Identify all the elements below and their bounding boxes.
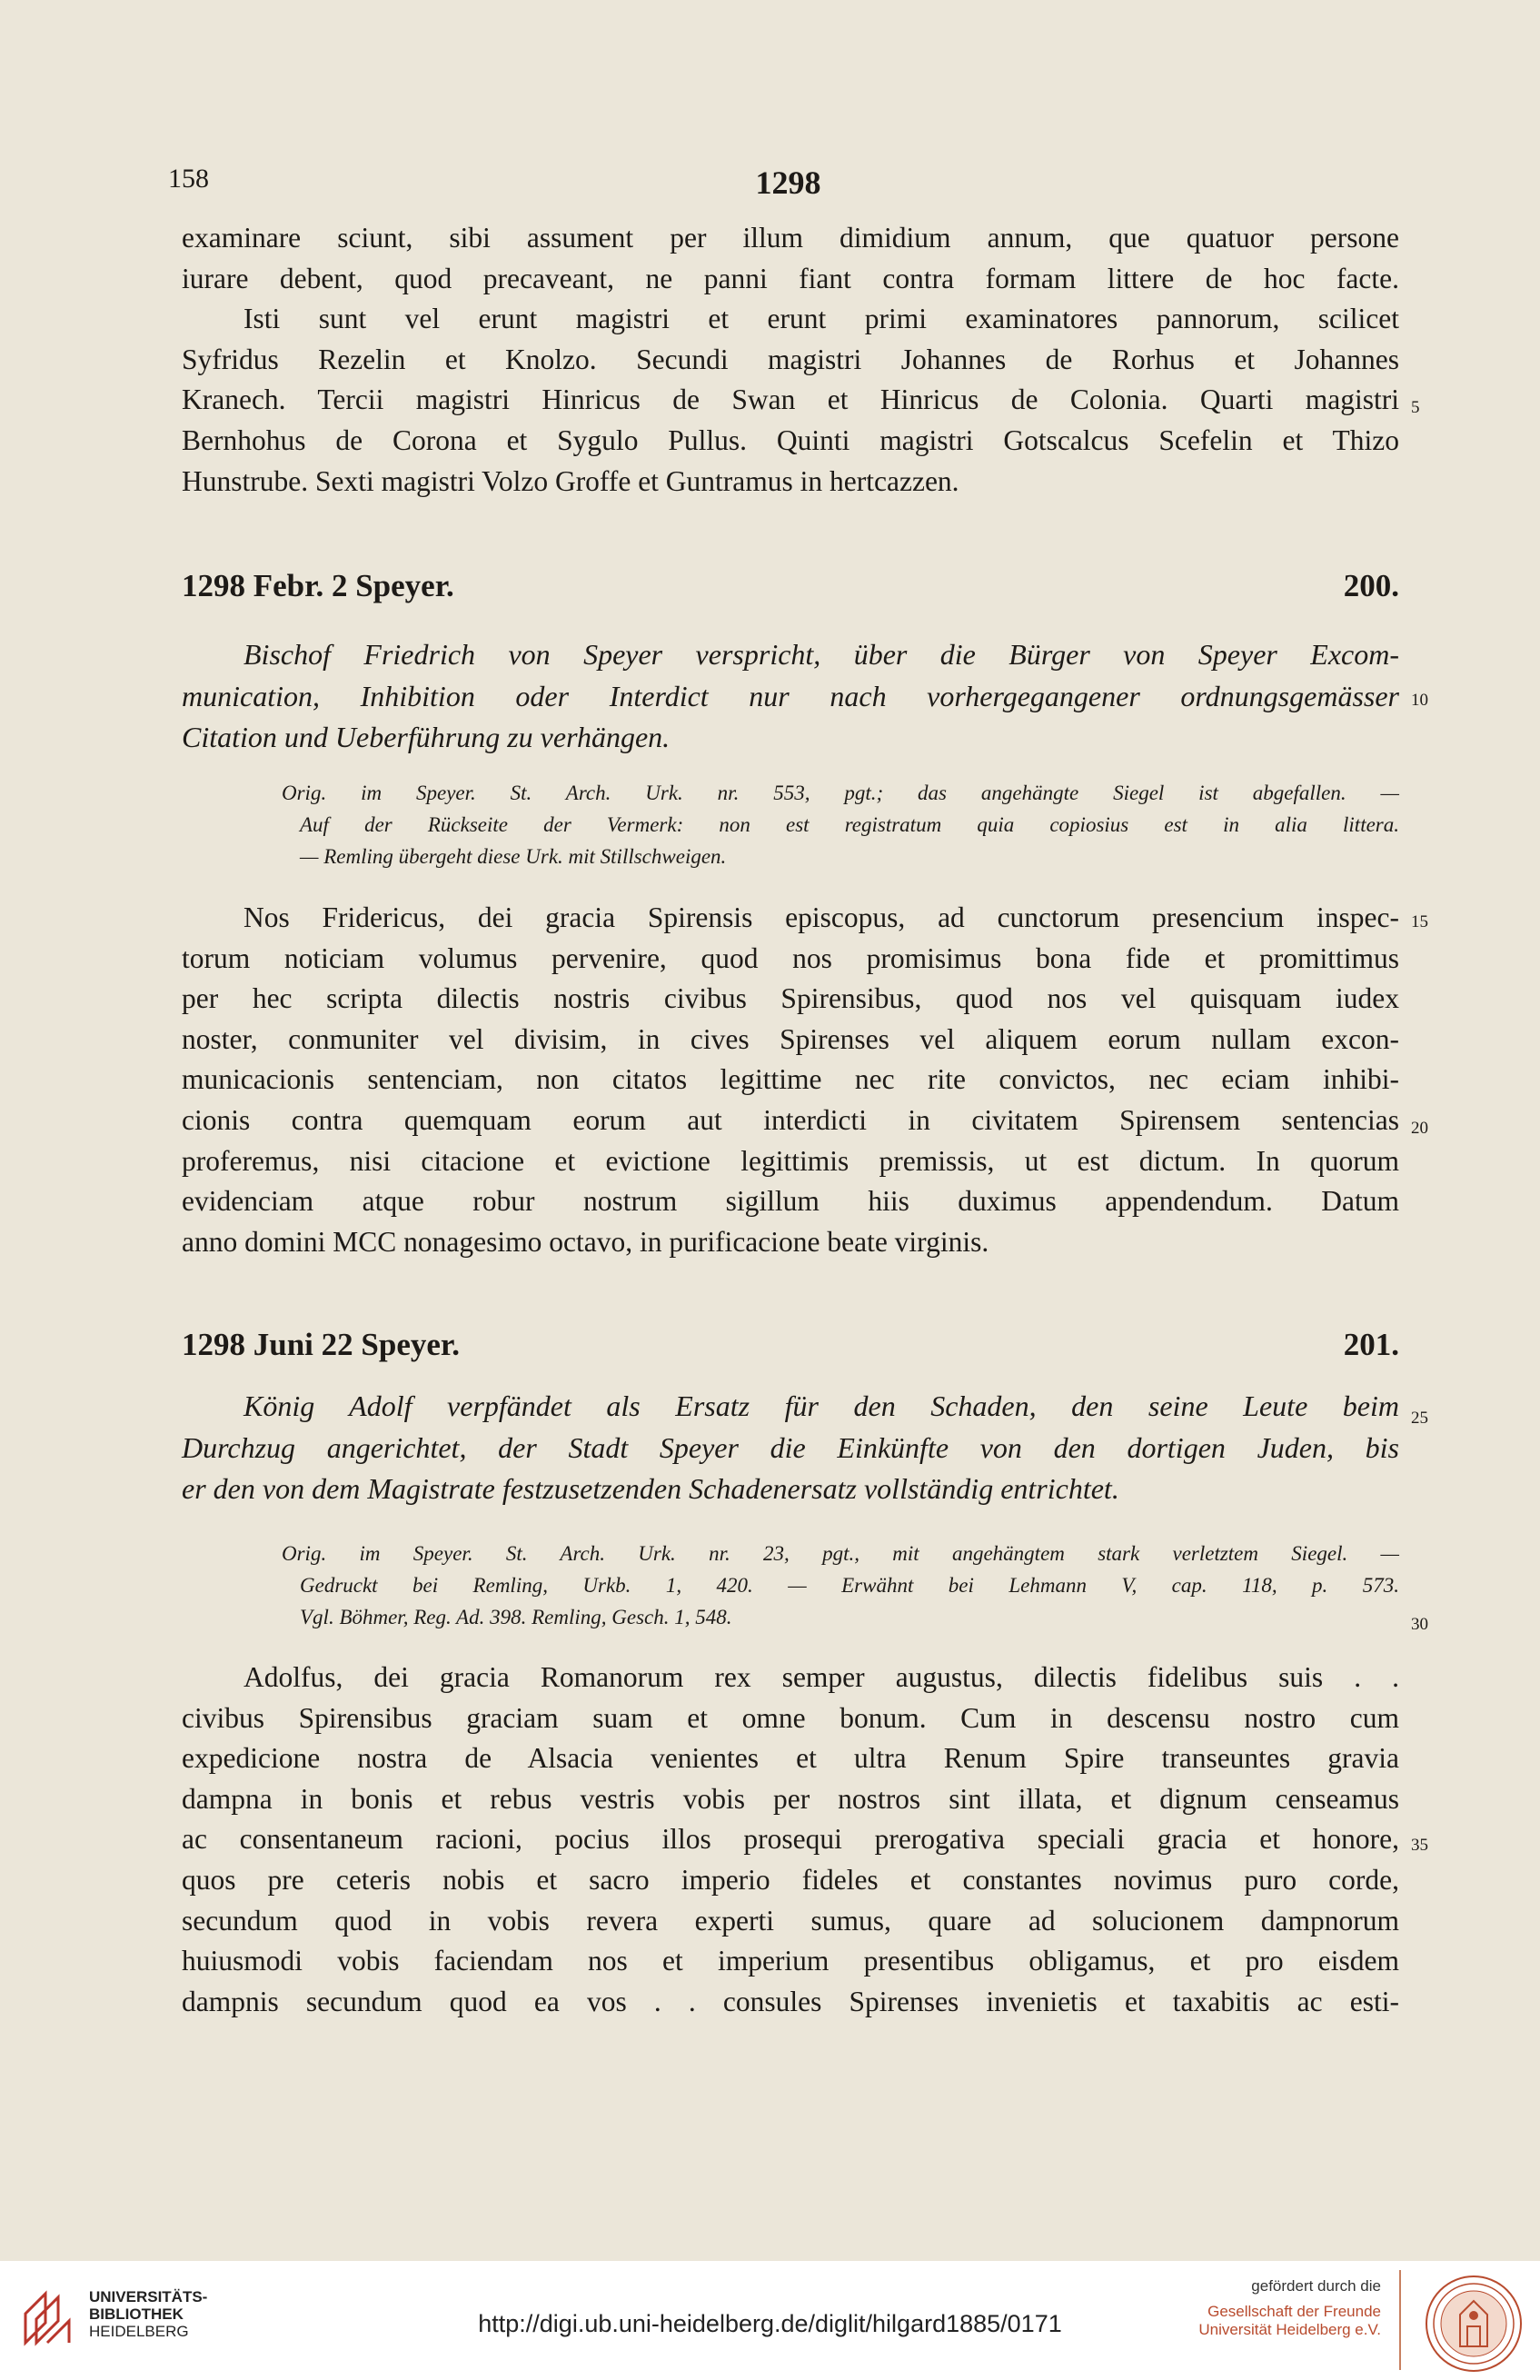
sponsor-name-line: Universität Heidelberg e.V. xyxy=(1198,2321,1381,2338)
text-line: dampnis secundum quod ea vos . . consules Spirenses invenietis et taxabitis ac esti- xyxy=(182,1985,1399,2017)
note-line: — Remling übergeht diese Urk. mit Stillschweigen. xyxy=(300,845,727,868)
margin-line-number: 5 xyxy=(1411,398,1420,417)
text-line: Bernhohus de Corona et Sygulo Pullus. Quinti magistri Gotscalcus Scefelin et Thizo xyxy=(182,423,1399,456)
margin-line-number: 25 xyxy=(1411,1409,1428,1428)
note-line: Orig. im Speyer. St. Arch. Urk. nr. 553, pgt.; das angehängte Siegel ist abgefallen. — xyxy=(282,782,1399,804)
text-line: cionis contra quemquam eorum aut interdicti in civitatem Spirensem sentencias xyxy=(182,1103,1399,1136)
entry-date-place: 1298 Juni 22 Speyer. xyxy=(182,1327,460,1362)
library-name-line: BIBLIOTHEK xyxy=(89,2305,184,2323)
summary-line: Bischof Friedrich von Speyer verspricht, über die Bürger von Speyer Excom- xyxy=(243,638,1399,671)
sponsor-name-line: Gesellschaft der Freunde xyxy=(1207,2303,1381,2320)
text-line: quos pre ceteris nobis et sacro imperio fideles et constantes novimus puro corde, xyxy=(182,1863,1399,1896)
summary-line: er den von dem Magistrate festzusetzenden Schadenersatz vollständig entrichtet. xyxy=(182,1472,1119,1505)
sponsor-divider xyxy=(1399,2270,1401,2370)
text-line: evidenciam atque robur nostrum sigillum hiis duximus appendendum. Datum xyxy=(182,1185,1399,1218)
text-line: Syfridus Rezelin et Knolzo. Secundi magistri Johannes de Rorhus et Johannes xyxy=(182,343,1399,375)
margin-line-number: 20 xyxy=(1411,1119,1428,1138)
entry-201-summary xyxy=(182,1386,1399,1510)
margin-line-number: 10 xyxy=(1411,691,1428,710)
entry-number: 201. xyxy=(1343,1327,1399,1362)
summary-line: Durchzug angerichtet, der Stadt Speyer die Einkünfte von den dortigen Juden, bis xyxy=(182,1430,1399,1464)
text-line: huiusmodi vobis faciendam nos et imperium presentibus obligamus, et pro eisdem xyxy=(182,1945,1399,1977)
text-line: secundum quod in vobis revera experti sumus, quare ad solucionem dampnorum xyxy=(182,1904,1399,1937)
text-line: noster, conmuniter vel divisim, in cives Spirenses vel aliquem eorum nullam excon- xyxy=(182,1022,1399,1055)
permalink-url[interactable]: http://digi.ub.uni-heidelberg.de/diglit/hilgard1885/0171 xyxy=(478,2310,1062,2337)
entry-200-notes xyxy=(282,777,1399,872)
text-line: civibus Spirensibus graciam suam et omne bonum. Cum in descensu nostro cum xyxy=(182,1701,1399,1734)
entry-date-place: 1298 Febr. 2 Speyer. xyxy=(182,568,454,603)
sponsor-credit xyxy=(1198,2277,1381,2339)
university-seal-icon xyxy=(1424,2274,1524,2374)
entry-number: 200. xyxy=(1343,568,1399,603)
library-name-line: HEIDELBERG xyxy=(89,2323,189,2340)
entry-201-heading xyxy=(182,1327,1399,1363)
text-line: ac consentaneum racioni, pocius illos prosequi prerogativa speciali gracia et honore, xyxy=(182,1823,1399,1856)
text-line: municacionis sentenciam, non citatos legittime nec rite convictos, nec eciam inhibi- xyxy=(182,1063,1399,1096)
footer-bar xyxy=(0,2261,1540,2380)
text-line: torum noticiam volumus pervenire, quod nos promisimus bona fide et promittimus xyxy=(182,941,1399,974)
text-line: Isti sunt vel erunt magistri et erunt primi examinatores pannorum, scilicet xyxy=(243,303,1399,335)
summary-line: munication, Inhibition oder Interdict nur nach vorhergegangener ordnungsgemässer xyxy=(182,679,1399,712)
margin-line-number: 15 xyxy=(1411,912,1428,931)
entry-201-notes xyxy=(282,1538,1399,1633)
library-name-line: UNIVERSITÄTS- xyxy=(89,2288,208,2305)
entry-201-text xyxy=(182,1658,1399,2022)
note-line: Orig. im Speyer. St. Arch. Urk. nr. 23, pgt., mit angehängtem stark verletztem Siegel. — xyxy=(282,1542,1399,1565)
summary-line: König Adolf verpfändet als Ersatz für den Schaden, den seine Leute beim xyxy=(243,1389,1399,1422)
entry-200-text xyxy=(182,898,1399,1262)
running-year: 1298 xyxy=(755,164,821,201)
entry-200-heading xyxy=(182,568,1399,604)
note-line: Gedruckt bei Remling, Urkb. 1, 420. — Erwähnt bei Lehmann V, cap. 118, p. 573. xyxy=(300,1574,1399,1597)
page-header xyxy=(168,164,1408,209)
text-line: iurare debent, quod precaveant, ne panni fiant contra formam littere de hoc facte. xyxy=(182,262,1399,294)
note-line: Auf der Rückseite der Vermerk: non est registratum quia copiosius est in alia littera. xyxy=(300,813,1399,836)
margin-line-number: 30 xyxy=(1411,1615,1428,1634)
summary-line: Citation und Ueberführung zu verhängen. xyxy=(182,721,671,753)
text-line: Kranech. Tercii magistri Hinricus de Swan et Hinricus de Colonia. Quarti magistri xyxy=(182,383,1399,416)
entry-200-summary xyxy=(182,634,1399,759)
sponsor-label: gefördert durch die xyxy=(1251,2277,1381,2295)
text-line: proferemus, nisi citacione et evictione legittimis premissis, ut est dictum. In quorum xyxy=(182,1144,1399,1177)
text-line: examinare sciunt, sibi assument per illum dimidium annum, que quatuor persone xyxy=(182,222,1399,254)
margin-line-number: 35 xyxy=(1411,1836,1428,1855)
text-line: anno domini MCC nonagesimo octavo, in purificacione beate virginis. xyxy=(182,1225,989,1258)
page-number: 158 xyxy=(168,164,209,194)
text-line: dampna in bonis et rebus vestris vobis per nostros sint illata, et dignum censeamus xyxy=(182,1782,1399,1815)
text-line: expedicione nostra de Alsacia venientes et ultra Renum Spire transeuntes gravia xyxy=(182,1742,1399,1775)
note-line: Vgl. Böhmer, Reg. Ad. 398. Remling, Gesch. 1, 548. xyxy=(300,1606,732,1628)
top-paragraph xyxy=(182,218,1399,502)
text-line: Nos Fridericus, dei gracia Spirensis episcopus, ad cunctorum presencium inspec- xyxy=(243,901,1399,933)
text-line: Adolfus, dei gracia Romanorum rex semper augustus, dilectis fidelibus suis . . xyxy=(243,1661,1399,1693)
text-line: Hunstrube. Sexti magistri Volzo Groffe et Guntramus in hertcazzen. xyxy=(182,464,959,497)
text-line: per hec scripta dilectis nostris civibus Spirensibus, quod nos vel quisquam iudex xyxy=(182,982,1399,1015)
